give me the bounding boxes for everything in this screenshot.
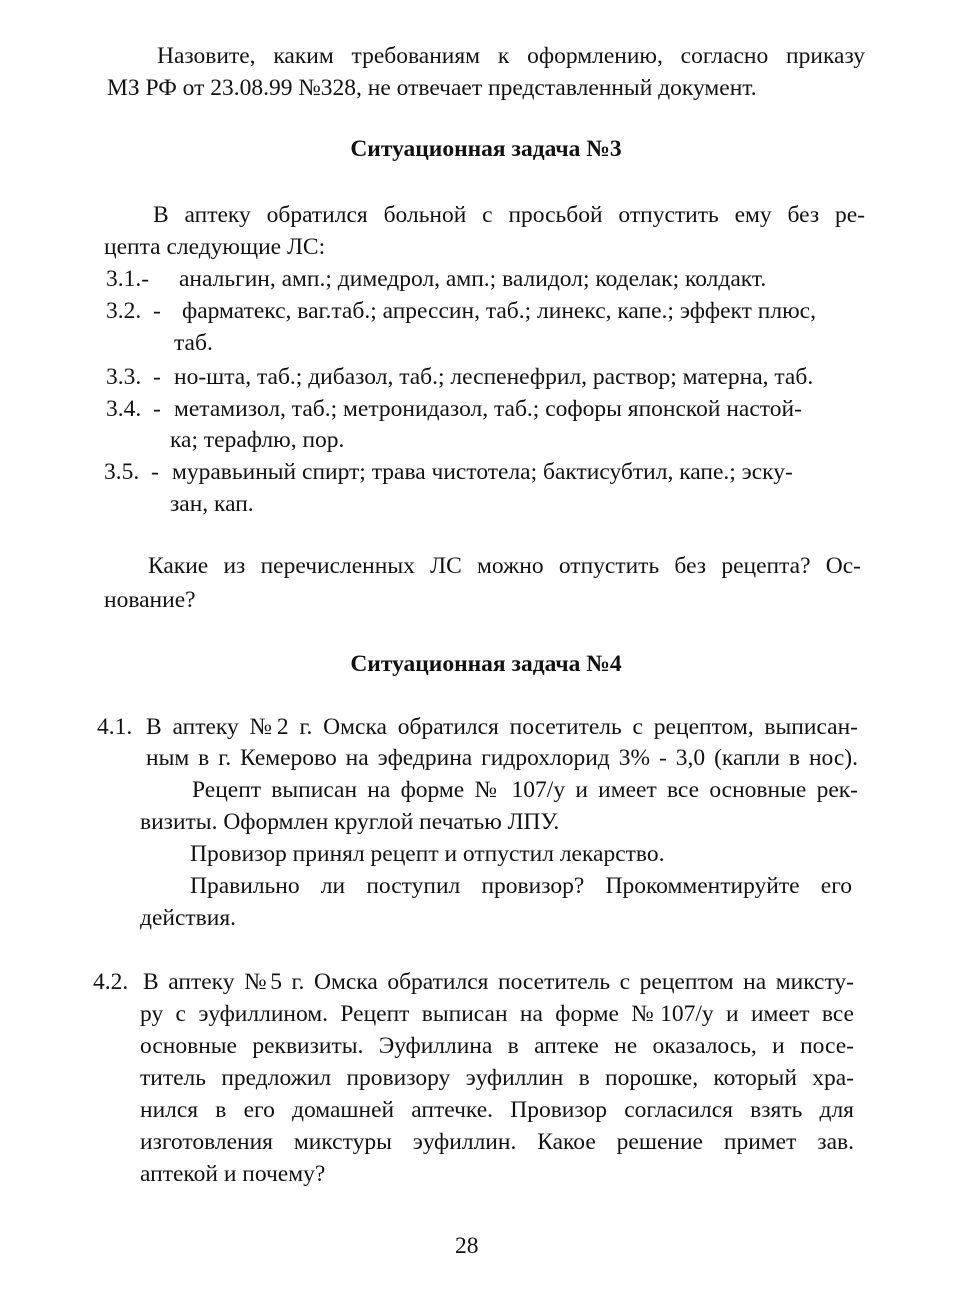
q4-2-line-2: ру с эуфиллином. Рецепт выписан на форме №107/у и имеет все <box>140 1001 854 1027</box>
task3-para-line-2: цепта следующие ЛС: <box>104 234 326 260</box>
page-number: 28 <box>455 1233 479 1259</box>
task3-para-line-1: В аптеку обратился больной с просьбой отпустить ему без ре- <box>153 202 865 228</box>
item-3-3-number: 3.3. - <box>106 364 161 390</box>
q4-1-line-2: ным в г. Кемерово на эфедрина гидрохлорид 3% - 3,0 (капли в нос). <box>146 745 858 771</box>
intro-line-2: МЗ РФ от 23.08.99 №328, не отвечает представленный документ. <box>107 75 757 101</box>
task3-question-line-1: Какие из перечисленных ЛС можно отпустить без рецепта? Ос- <box>148 553 861 579</box>
item-3-2-text-cont: таб. <box>174 330 213 356</box>
item-3-2-number: 3.2. - <box>106 298 161 324</box>
item-3-1-number: 3.1.- <box>106 266 150 292</box>
q4-2-number: 4.2. <box>93 969 129 995</box>
q4-2-line-5: нился в его домашней аптечке. Провизор согласился взять для <box>140 1097 854 1123</box>
q4-1-line-3: Рецепт выписан на форме № 107/у и имеет все основные рек- <box>192 777 858 803</box>
q4-2-line-1: В аптеку №5 г. Омска обратился посетитель с рецептом на миксту- <box>143 969 854 995</box>
intro-line-1: Назовите, каким требованиям к оформлению, согласно приказу <box>157 43 865 69</box>
q4-1-line-5: Провизор принял рецепт и отпустил лекарство. <box>190 841 665 867</box>
item-3-5-text: муравьиный спирт; трава чистотела; бактисубтил, капе.; эску- <box>172 459 793 485</box>
q4-2-line-4: титель предложил провизору эуфиллин в порошке, который хра- <box>140 1065 854 1091</box>
item-3-4-text-cont: ка; терафлю, пор. <box>170 427 345 453</box>
task3-heading: Ситуационная задача №3 <box>350 136 622 162</box>
q4-2-line-7: аптекой и почему? <box>140 1161 326 1187</box>
item-3-1-text: анальгин, амп.; димедрол, амп.; валидол; коделак; колдакт. <box>179 266 767 292</box>
q4-2-line-6: изготовления микстуры эуфиллин. Какое решение примет зав. <box>140 1129 854 1155</box>
task4-heading: Ситуационная задача №4 <box>350 651 622 677</box>
item-3-4-text: метамизол, таб.; метронидазол, таб.; софоры японской настой- <box>174 396 802 422</box>
item-3-5-text-cont: зан, кап. <box>170 491 254 517</box>
q4-1-line-4: визиты. Оформлен круглой печатью ЛПУ. <box>140 809 560 835</box>
q4-1-line-6: Правильно ли поступил провизор? Прокомментируйте его <box>190 873 852 899</box>
item-3-3-text: но-шта, таб.; дибазол, таб.; леспенефрил, раствор; матерна, таб. <box>174 364 814 390</box>
item-3-2-text: фарматекс, ваг.таб.; апрессин, таб.; линекс, капе.; эффект плюс, <box>182 298 816 324</box>
q4-2-line-3: основные реквизиты. Эуфиллина в аптеке не оказалось, и посе- <box>140 1033 854 1059</box>
item-3-4-number: 3.4. - <box>106 396 161 422</box>
q4-1-line-1: В аптеку №2 г. Омска обратился посетитель с рецептом, выписан- <box>146 714 858 740</box>
item-3-5-number: 3.5. - <box>104 459 159 485</box>
task3-question-line-2: нование? <box>104 587 196 613</box>
q4-1-line-7: действия. <box>140 905 237 931</box>
q4-1-number: 4.1. <box>97 714 133 740</box>
